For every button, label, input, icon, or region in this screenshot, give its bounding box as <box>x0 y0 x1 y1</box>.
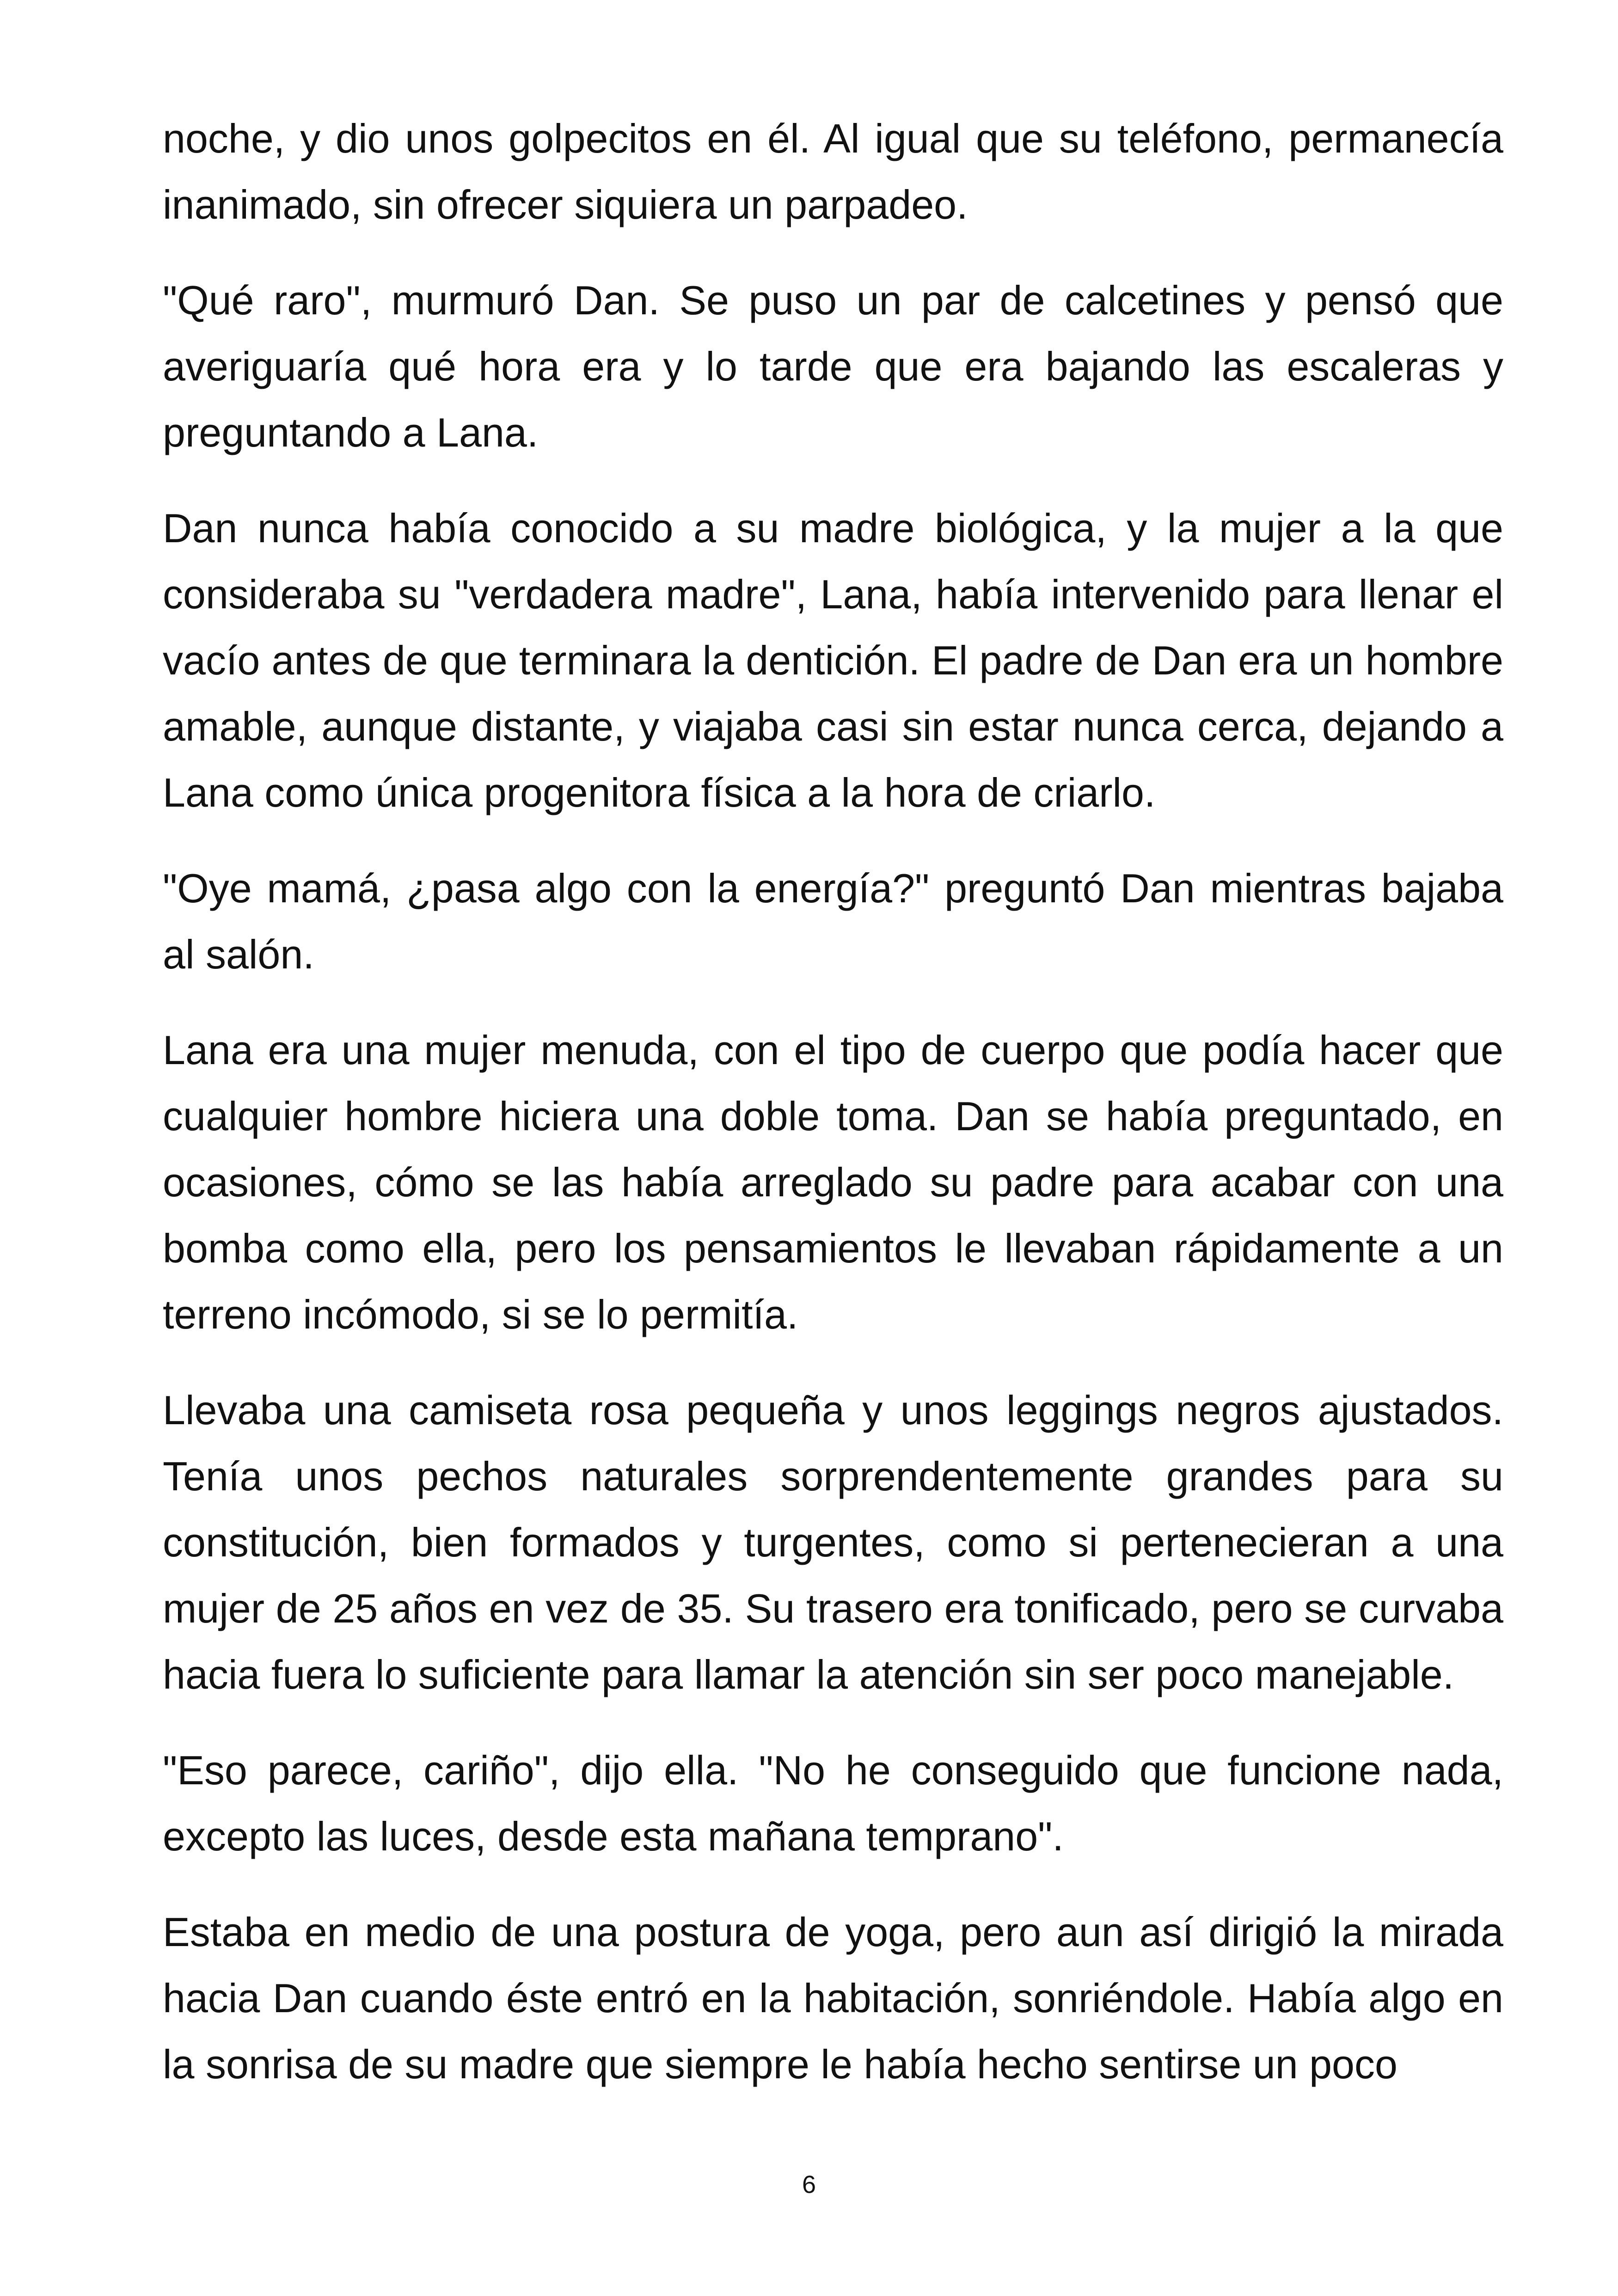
paragraph-8: Estaba en medio de una postura de yoga, pero aun así dirigió la mirada hacia Dan cuando éste entró en la habitación, sonriéndole. Había algo en la sonrisa de su madre que siempre le había hecho sentirse un poco <box>163 1909 1503 2087</box>
paragraph-1: noche, y dio unos golpecitos en él. Al igual que su teléfono, permanecía inanimado, sin ofrecer siquiera un parpadeo. <box>163 116 1503 227</box>
paragraph-2: "Qué raro", murmuró Dan. Se puso un par de calcetines y pensó que averiguaría qué hora era y lo tarde que era bajando las escaleras y preguntando a Lana. <box>163 277 1503 455</box>
body-text <box>163 105 1503 2097</box>
paragraph-4: "Oye mamá, ¿pasa algo con la energía?" preguntó Dan mientras bajaba al salón. <box>163 865 1503 977</box>
paragraph-7: "Eso parece, cariño", dijo ella. "No he conseguido que funcione nada, excepto las luces, desde esta mañana temprano". <box>163 1747 1503 1859</box>
paragraph-5: Lana era una mujer menuda, con el tipo de cuerpo que podía hacer que cualquier hombre hiciera una doble toma. Dan se había preguntado, en ocasiones, cómo se las había arreglado su padre para acabar con una bomba como ella, pero los pensamientos le llevaban rápidamente a un terreno incómodo, si se lo permitía. <box>163 1027 1503 1337</box>
paragraph-3: Dan nunca había conocido a su madre biológica, y la mujer a la que consideraba su "verdadera madre", Lana, había intervenido para llenar el vacío antes de que terminara la dentición. El padre de Dan era un hombre amable, aunque distante, y viajaba casi sin estar nunca cerca, dejando a Lana como única progenitora física a la hora de criarlo. <box>163 505 1503 815</box>
paragraph-6: Llevaba una camiseta rosa pequeña y unos leggings negros ajustados. Tenía unos pechos naturales sorprendentemente grandes para su constitución, bien formados y turgentes, como si pertenecieran a una mujer de 25 años en vez de 35. Su trasero era tonificado, pero se curvaba hacia fuera lo suficiente para llamar la atención sin ser poco manejable. <box>163 1387 1503 1697</box>
page-number: 6 <box>802 2171 816 2198</box>
